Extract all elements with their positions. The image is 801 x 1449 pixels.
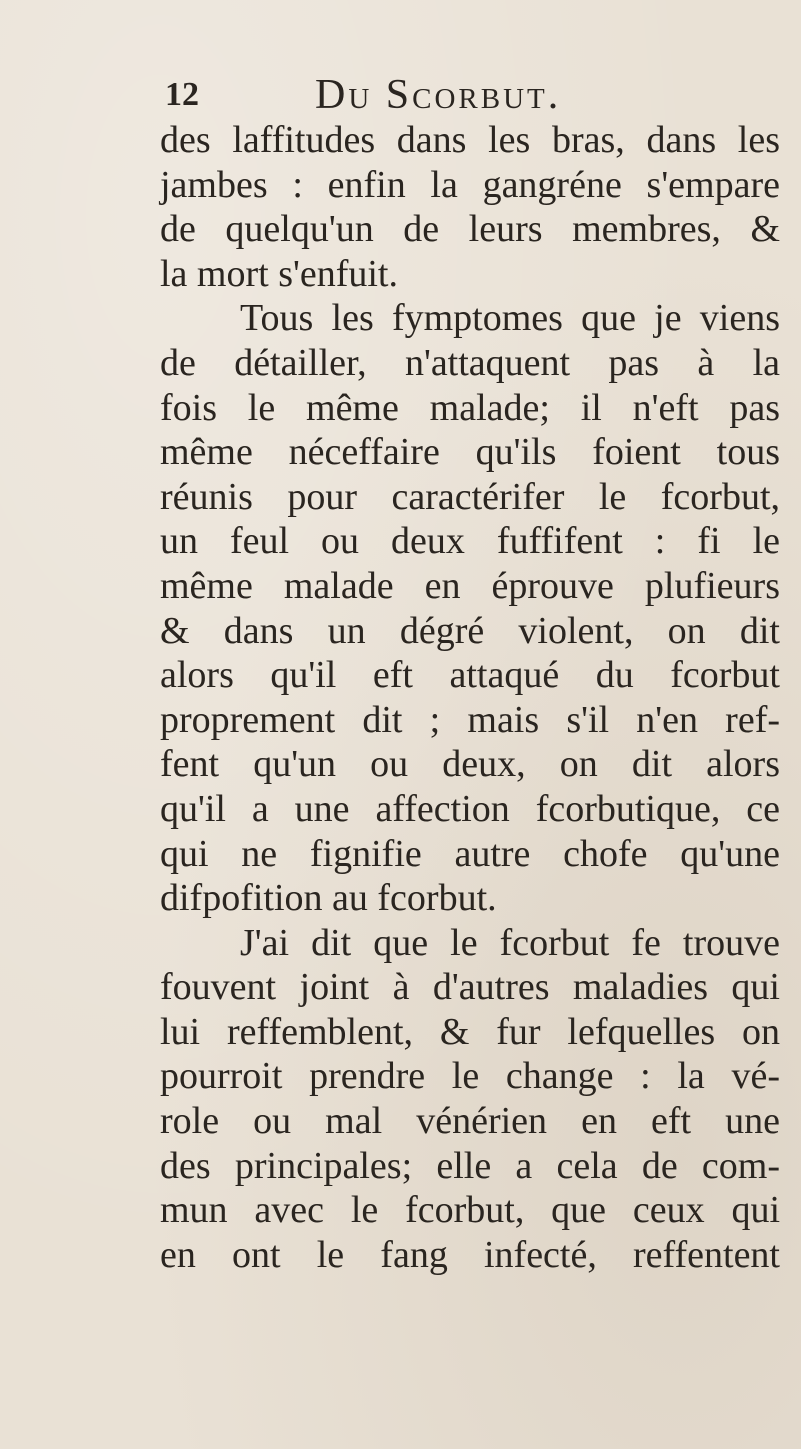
text-line: réunis pour caractérifer le fcorbut, bbox=[160, 475, 780, 518]
text-line: lui reffemblent, & fur lefquelles on bbox=[160, 1010, 780, 1053]
text-line: qui ne fignifie autre chofe qu'une bbox=[160, 832, 780, 875]
text-line: en ont le fang infecté, reffentent bbox=[160, 1233, 780, 1276]
text-line: même malade en éprouve plufieurs bbox=[160, 564, 780, 607]
text-line: même néceffaire qu'ils foient tous bbox=[160, 431, 780, 474]
text-line: de détailler, n'attaquent pas à la bbox=[160, 341, 780, 384]
text-line: role ou mal vénérien en eft une bbox=[160, 1100, 780, 1143]
text-line: des principales; elle a cela de com- bbox=[160, 1144, 780, 1187]
text-line: fois le même malade; il n'eft pas bbox=[160, 386, 780, 429]
running-head-title: Du Scorbut. bbox=[315, 72, 562, 118]
text-line: la mort s'enfuit. bbox=[160, 252, 398, 295]
text-line: de quelqu'un de leurs membres, & bbox=[160, 208, 780, 251]
text-line: des laffitudes dans les bras, dans les bbox=[160, 119, 780, 161]
text-line: difpofition au fcorbut. bbox=[160, 877, 497, 920]
text-line: pourroit prendre le change : la vé- bbox=[160, 1055, 780, 1098]
text-line: & dans un dégré violent, on dit bbox=[160, 609, 780, 652]
text-line: mun avec le fcorbut, que ceux qui bbox=[160, 1189, 780, 1232]
text-line: Tous les fymptomes que je viens bbox=[240, 297, 780, 340]
text-line: proprement dit ; mais s'il n'en ref- bbox=[160, 698, 780, 741]
text-line: J'ai dit que le fcorbut fe trouve bbox=[240, 921, 780, 964]
text-line: fent qu'un ou deux, on dit alors bbox=[160, 743, 780, 786]
text-line: qu'il a une affection fcorbutique, ce bbox=[160, 787, 780, 830]
text-line: alors qu'il eft attaqué du fcorbut bbox=[160, 654, 780, 697]
running-head bbox=[165, 70, 725, 120]
page-number: 12 bbox=[165, 76, 199, 113]
text-line: jambes : enfin la gangréne s'empare bbox=[160, 163, 780, 206]
text-line: un feul ou deux fuffifent : fi le bbox=[160, 520, 780, 563]
body-text bbox=[160, 118, 780, 1277]
text-line: fouvent joint à d'autres maladies qui bbox=[160, 966, 780, 1009]
